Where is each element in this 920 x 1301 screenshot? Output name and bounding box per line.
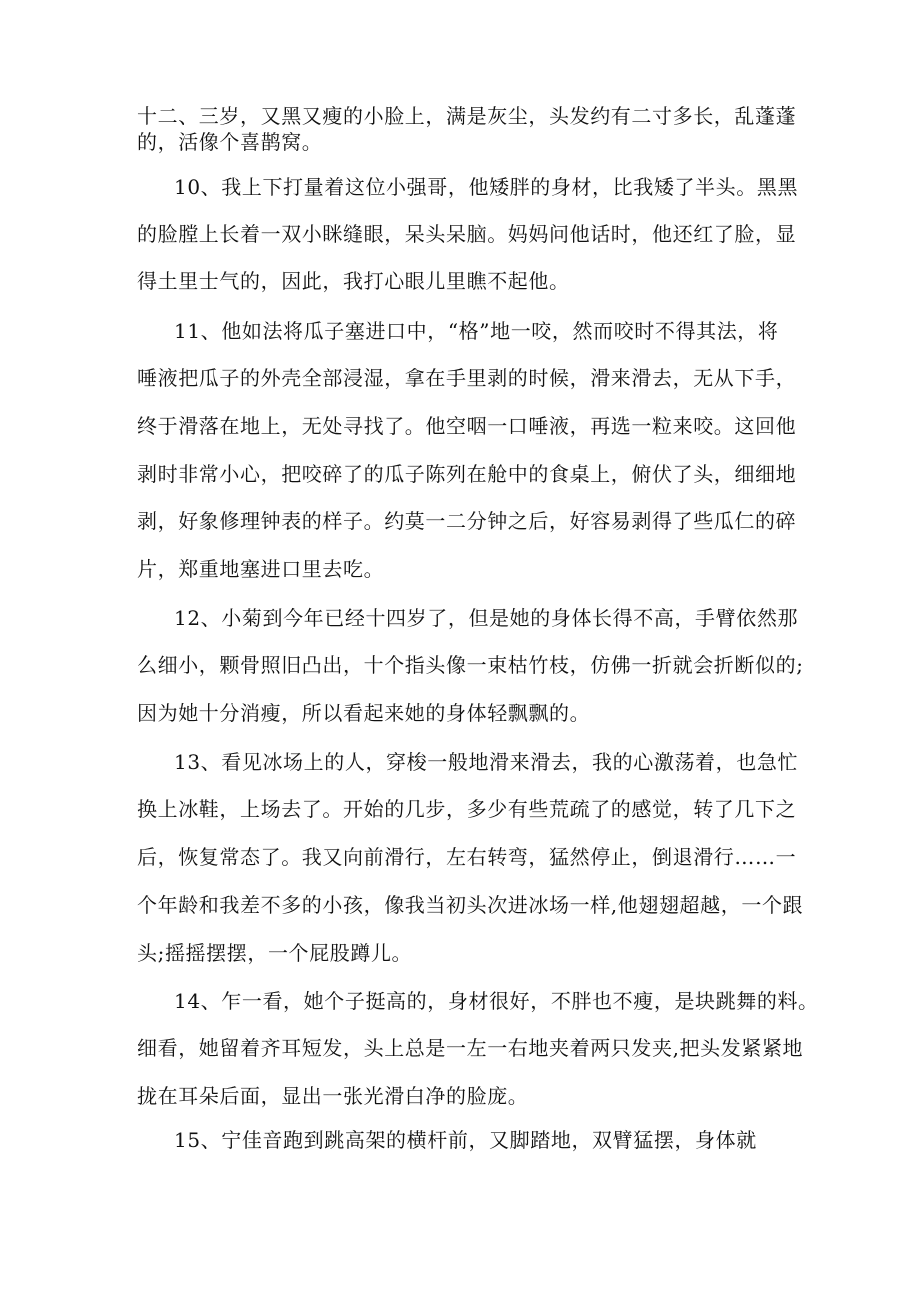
text-line: 么细小，颗骨照旧凸出，十个指头像一束枯竹枝，仿佛一折就会折断似的; — [137, 653, 804, 677]
text-line: 的，活像个喜鹊窝。 — [137, 130, 323, 154]
text-line: 剥时非常小心，把咬碎了的瓜子陈列在舱中的食桌上，俯伏了头，细细地 — [137, 462, 797, 486]
text-line: 片，郑重地塞进口里去吃。 — [137, 557, 385, 581]
text-line: 换上冰鞋，上场去了。开始的几步，多少有些荒疏了的感觉，转了几下之 — [137, 797, 797, 821]
text-line: 12、小菊到今年已经十四岁了，但是她的身体长得不高，手臂依然那 — [174, 606, 799, 630]
text-line: 终于滑落在地上，无处寻找了。他空咽一口唾液，再选一粒来咬。这回他 — [137, 414, 797, 438]
text-line: 13、看见冰场上的人，穿梭一般地滑来滑去，我的心激荡着，也急忙 — [174, 750, 799, 774]
text-line: 10、我上下打量着这位小强哥，他矮胖的身材，比我矮了半头。黑黑 — [174, 175, 799, 199]
text-line: 14、乍一看，她个子挺高的，身材很好，不胖也不瘦，是块跳舞的料。 — [174, 989, 819, 1013]
text-line: 的脸膛上长着一双小眯缝眼，呆头呆脑。妈妈问他话时，他还红了脸，显 — [137, 222, 797, 246]
text-line: 个年龄和我差不多的小孩，像我当初头次进冰场一样,他翅翅超越，一个跟 — [137, 893, 804, 917]
text-line: 11、他如法将瓜子塞进口中，“格”地一咬，然而咬时不得其法，将 — [174, 319, 779, 343]
text-line: 得土里士气的，因此，我打心眼儿里瞧不起他。 — [137, 269, 570, 293]
text-line: 拢在耳朵后面，显出一张光滑白净的脸庞。 — [137, 1084, 529, 1108]
text-line: 剥，好象修理钟表的样子。约莫一二分钟之后，好容易剥得了些瓜仁的碎 — [137, 509, 797, 533]
text-line: 十二、三岁，又黑又瘦的小脸上，满是灰尘，头发约有二寸多长，乱蓬蓬 — [137, 104, 797, 128]
text-line: 15、宁佳音跑到跳高架的横杆前，又脚踏地，双臂猛摆，身体就 — [174, 1128, 757, 1152]
text-line: 后，恢复常态了。我又向前滑行，左右转弯，猛然停止，倒退滑行……一 — [137, 845, 797, 869]
text-line: 因为她十分消瘦，所以看起来她的身体轻飘飘的。 — [137, 701, 591, 725]
text-line: 头;摇摇摆摆，一个屁股蹲儿。 — [137, 941, 413, 965]
text-line: 细看，她留着齐耳短发，头上总是一左一右地夹着两只发夹,把头发紧紧地 — [137, 1036, 804, 1060]
text-line: 唾液把瓜子的外壳全部浸湿，拿在手里剥的时候，滑来滑去，无从下手， — [137, 366, 797, 390]
